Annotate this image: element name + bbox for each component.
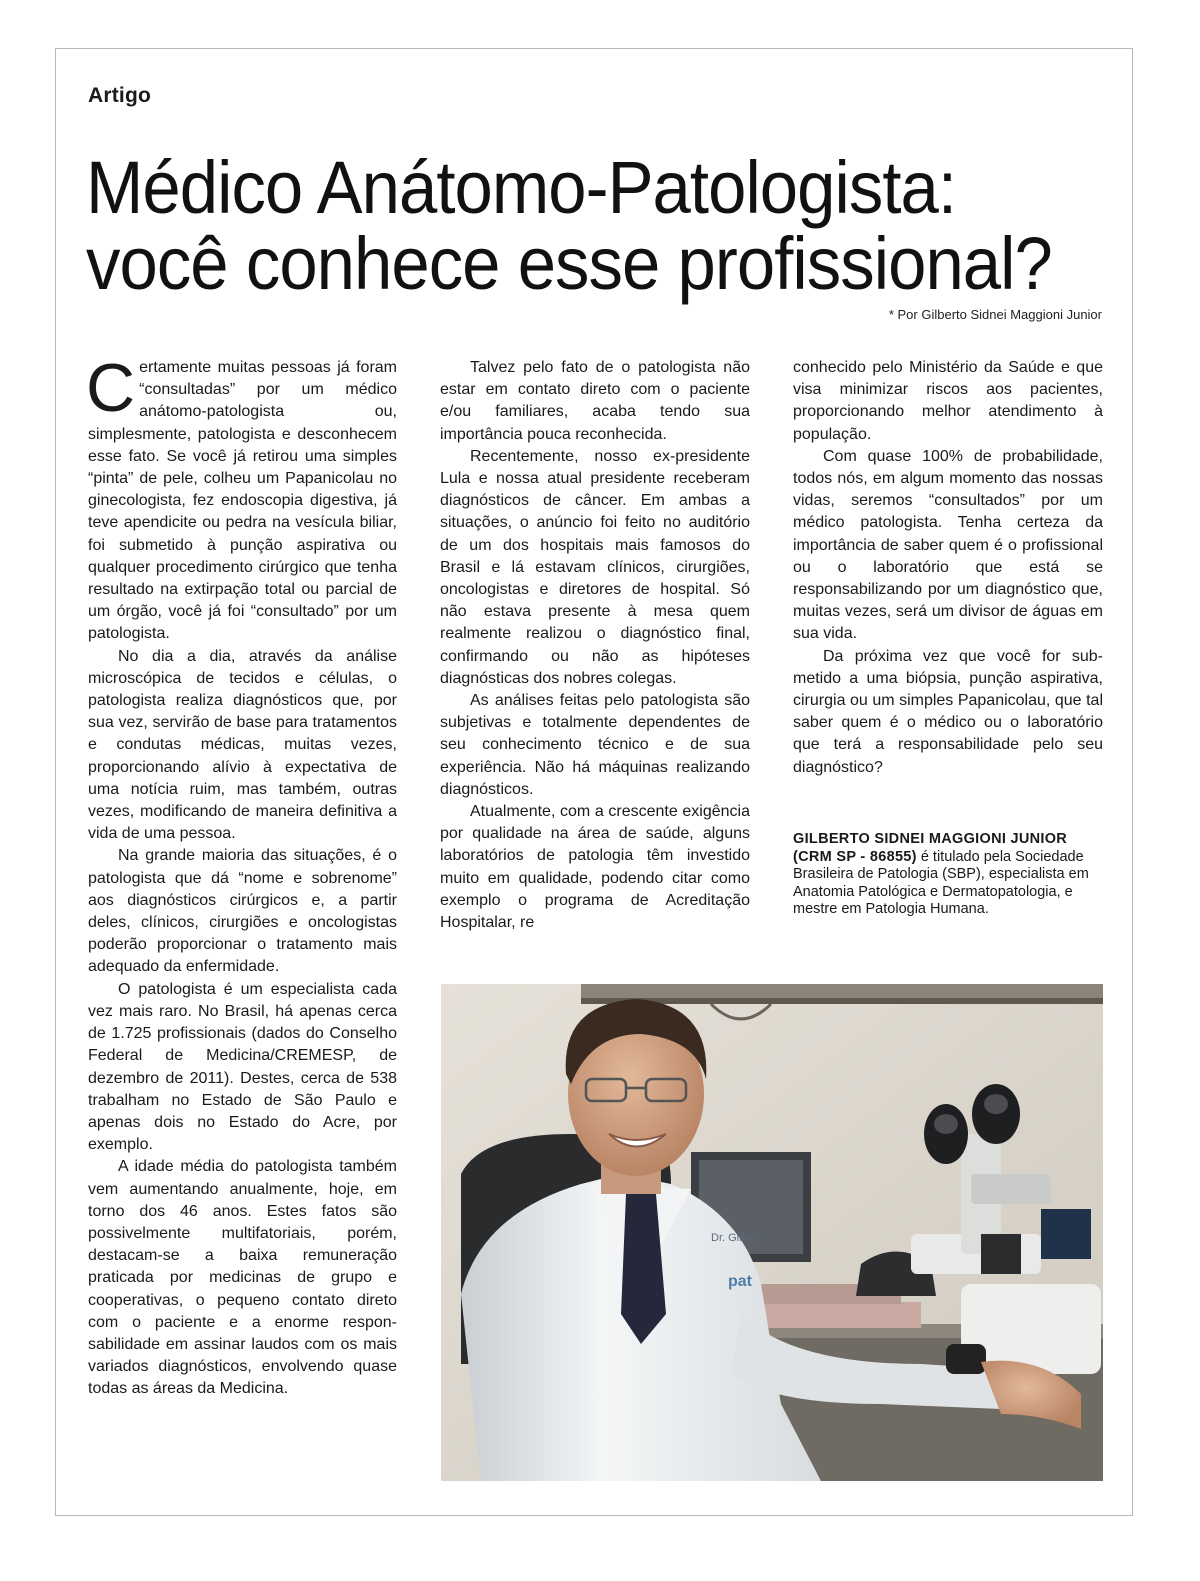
paragraph: Recentemente, nosso ex-presidente Lula e nossa atual presidente receberam diagnósticos de câncer. Em ambas a situações, o anúncio foi feito no auditório de um dos hospitais mais famosos do Brasil e lá estavam clínicos, cirurgiões, oncologistas e diretores de hospital. Só não estava presente à mesa quem realmente realizou o diagnóstico final, confirmando ou não as hipóteses diagnósticas dos nobres colegas. — [440, 447, 750, 687]
article-column-3 — [793, 357, 1103, 779]
article-column-1 — [86, 350, 397, 1401]
article-headline — [86, 146, 1053, 305]
photo-illustration — [441, 984, 1103, 1481]
paragraph: Certamente muitas pessoas já foram “consultadas” por um médico anátomo-patologista ou, simplesmente, patologista e desconhecem esse fato. Se você já retirou uma simples “pinta” de pele, colheu um Papanicolau no ginecologista, fez endoscopia digestiva, já teve apendicite ou pedra na vesícula biliar, foi submetido à punção aspirativa ou qualquer procedimento cirúrgico que tenha resultado na extirpação total ou parcial de um órgão, você já foi “consultado” por um patologista. — [86, 350, 397, 643]
article-column-2 — [440, 357, 750, 934]
paragraph: Atualmente, com a crescente exigência por qualidade na área de saúde, alguns laboratórios de patologia têm investido muito em qualidade, podendo citar como exemplo o programa de Acreditação Hospitalar, re — [440, 803, 750, 932]
paragraph: Na grande maioria das situações, é o patologista que dá “nome e sobrenome” aos diagnósticos cirúrgicos e, a partir deles, clínicos, cirurgiões e oncologistas poderão proporcionar o tratamento mais adequado da enfermidade. — [88, 847, 397, 976]
paragraph: Da próxima vez que você for submetido a uma biópsia, punção aspirativa, cirurgia ou um simples Papanicolau, que tal saber quem é o médico ou o laboratório que terá a responsabilidade pelo seu diagnóstico? — [793, 647, 1103, 776]
granite-shelf — [581, 984, 1103, 998]
author-name: GILBERTO SIDNEI MAGGIONI JUNIOR (CRM SP - 86855) — [793, 831, 1068, 865]
paragraph: conhecido pelo Ministério da Saúde e que visa minimizar riscos aos pacientes, proporcionando melhor atendimento à população. — [793, 359, 1103, 443]
coat-label: Dr. Gilbe — [711, 1232, 754, 1244]
coat-logo: pat — [728, 1273, 752, 1290]
paragraph: As análises feitas pelo patologista são subjetivas e totalmente dependentes de seu conhecimento técnico e de sua experiência. Não há máquinas realizando diagnósticos. — [440, 692, 750, 798]
headline-line-2: você conhece esse profissional? — [86, 222, 1052, 305]
section-label: Artigo — [88, 84, 152, 107]
author-photo — [441, 984, 1103, 1481]
paragraph: No dia a dia, através da análise microscópica de tecidos e células, o patologista realiza diagnósticos que, por sua vez, servirão de base para tratamentos e condutas médicas, muitas vezes, proporcionando alívio à expectativa de uma notícia ruim, mas também, outras vezes, modificando de maneira definitiva a vida de uma pessoa. — [88, 647, 397, 843]
byline: * Por Gilberto Sidnei Maggioni Junior — [888, 307, 1102, 322]
headline-line-1: Médico Anátomo-Patologista: — [86, 146, 957, 229]
author-credentials: é titulado pela Sociedade Brasileira de Patologia (SBP), especialista em Anatomia Patológica e Dermatopatologia, e mestre em Patologia Humana. — [793, 848, 1089, 917]
watch — [946, 1344, 986, 1374]
paragraph: A idade média do patologista também vem aumentando anualmente, hoje, em torno dos 46 anos. Estes fatos são possivelmente multifatoriais, porém, destacam-se a baixa remuneração praticada por medicinas de grupo e cooperativas, o pequeno contato direto com o paciente e a enorme responsabilidade em assinar laudos com os mais variados diagnósticos, envolvendo quase todas as áreas da Medicina. — [88, 1158, 397, 1398]
paragraph: Talvez pelo fato de o patologista não estar em contato direto com o paciente e/ou familiares, acaba tendo sua importância pouca reconhecida. — [440, 359, 750, 443]
drop-cap: C — [86, 350, 136, 426]
author-bio — [793, 831, 1105, 919]
paragraph: Com quase 100% de probabilidade, todos nós, em algum momento das nossas vidas, seremos “consultados” por um médico patologista. Tenha certeza da importância de saber quem é o profissional ou o laboratório que está se responsabilizando por um diagnóstico que, muitas vezes, será um divisor de águas em sua vida. — [793, 447, 1103, 643]
paragraph: O patologista é um especialista cada vez mais raro. No Brasil, há apenas cerca de 1.725 profissionais (dados do Conselho Federal de Medicina/CREMESP, de dezembro de 2011). Destes, cerca de 538 trabalham no Estado de São Paulo e apenas dois no Estado do Acre, por exemplo. — [88, 980, 397, 1154]
